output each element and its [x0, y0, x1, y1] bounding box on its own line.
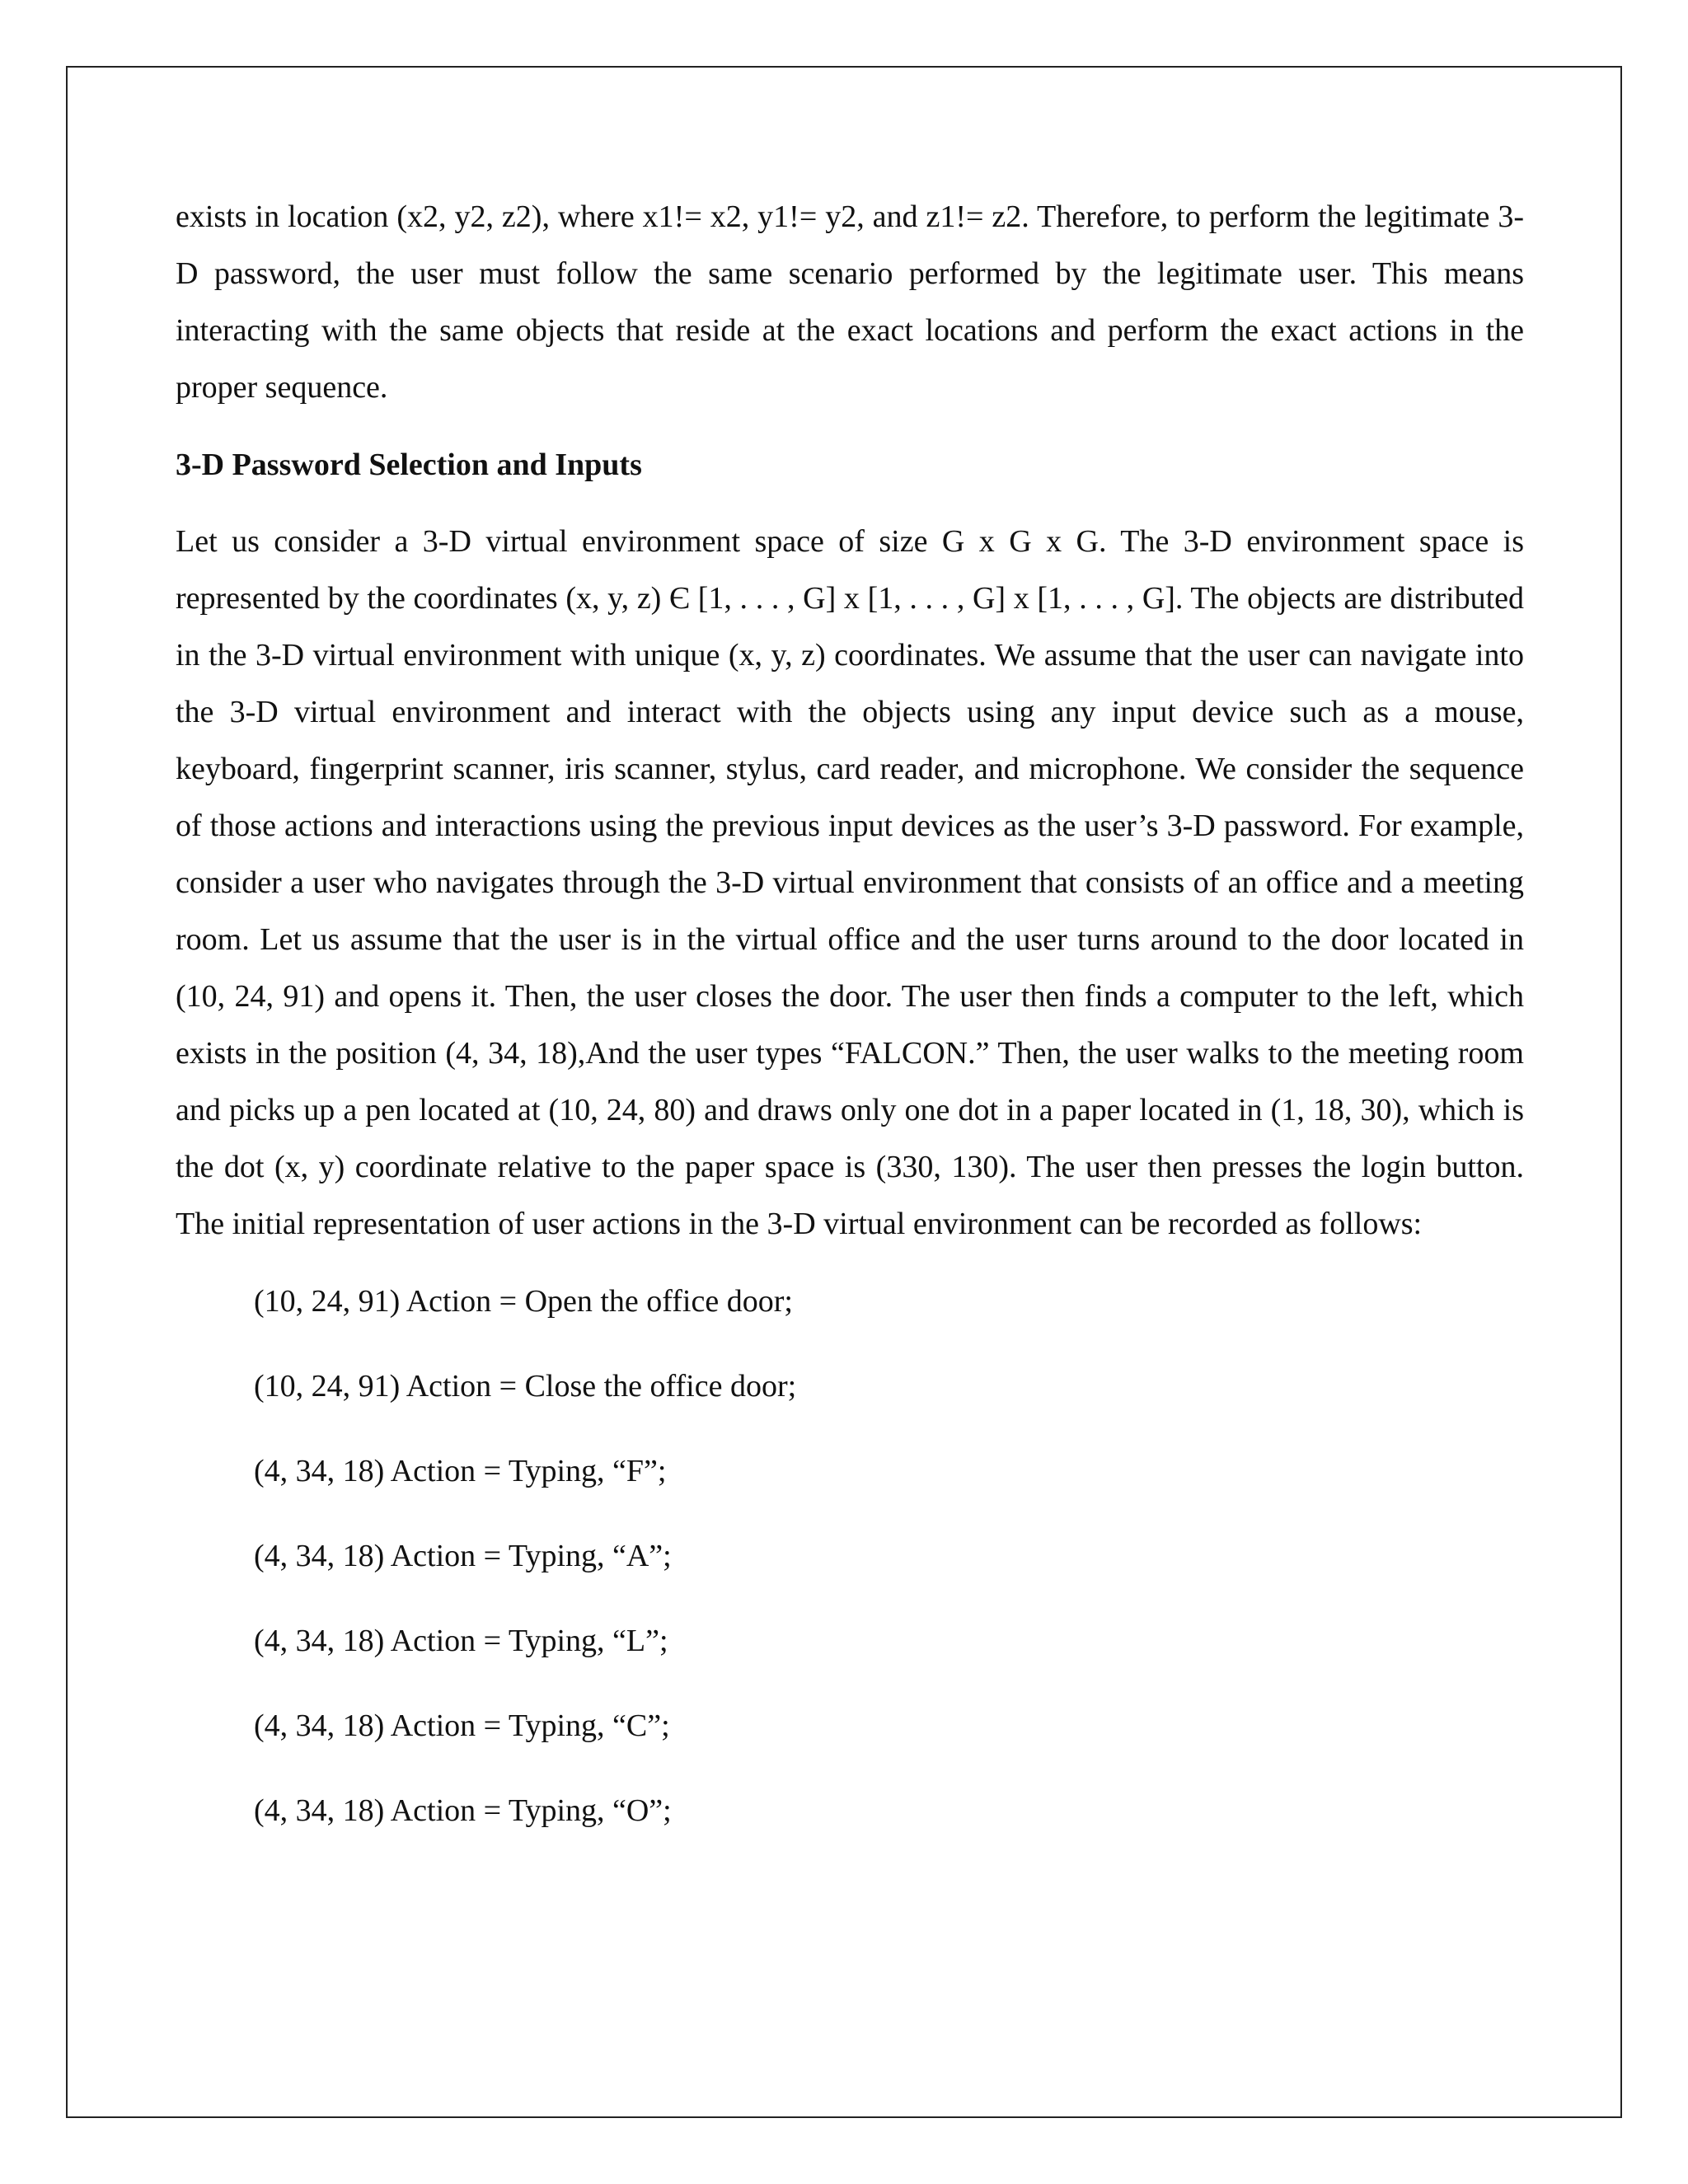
action-item-typing-o: (4, 34, 18) Action = Typing, “O”; — [254, 1793, 672, 1828]
action-item-typing-l: (4, 34, 18) Action = Typing, “L”; — [254, 1624, 668, 1658]
document-body — [176, 189, 1524, 1875]
intro-paragraph: exists in location (x2, y2, z2), where x1!= x2, y1!= y2, and z1!= z2. Therefore, to perform the legitimate 3-D password, the user must follow the same scenario performed by the legitimate user. This means interacting with the same objects that reside at the exact locations and perform the exact actions in the proper sequence. — [176, 199, 1524, 405]
action-item-typing-a: (4, 34, 18) Action = Typing, “A”; — [254, 1539, 672, 1573]
action-item-typing-c: (4, 34, 18) Action = Typing, “C”; — [254, 1708, 670, 1743]
section-paragraph: Let us consider a 3-D virtual environment space of size G x G x G. The 3-D environment space is represented by the coordinates (x, y, z) Є [1, . . . , G] x [1, . . . , G] x [1, . . . , G]. The objects are distributed in the 3-D virtual environment with unique (x, y, z) coordinates. We assume that the user can navigate into the 3-D virtual environment and interact with the objects using any input device such as a mouse, keyboard, fingerprint scanner, iris scanner, stylus, card reader, and microphone. We consider the sequence of those actions and interactions using the previous input devices as the user’s 3-D password. For example, consider a user who navigates through the 3-D virtual environment that consists of an office and a meeting room. Let us assume that the user is in the virtual office and the user turns around to the door located in (10, 24, 91) and opens it. Then, the user closes the door. The user then finds a computer to the left, which exists in the position (4, 34, 18),And the user types “FALCON.” Then, the user walks to the meeting room and picks up a pen located at (10, 24, 80) and draws only one dot in a paper located in (1, 18, 30), which is the dot (x, y) coordinate relative to the paper space is (330, 130). The user then presses the login button. The initial representation of user actions in the 3-D virtual environment can be recorded as follows: — [176, 524, 1524, 1241]
section-heading: 3-D Password Selection and Inputs — [176, 448, 642, 482]
action-item-typing-f: (4, 34, 18) Action = Typing, “F”; — [254, 1454, 667, 1488]
action-item-close-door: (10, 24, 91) Action = Close the office door; — [254, 1369, 797, 1404]
action-item-open-door: (10, 24, 91) Action = Open the office door; — [254, 1284, 793, 1319]
action-list — [176, 1281, 1524, 1831]
